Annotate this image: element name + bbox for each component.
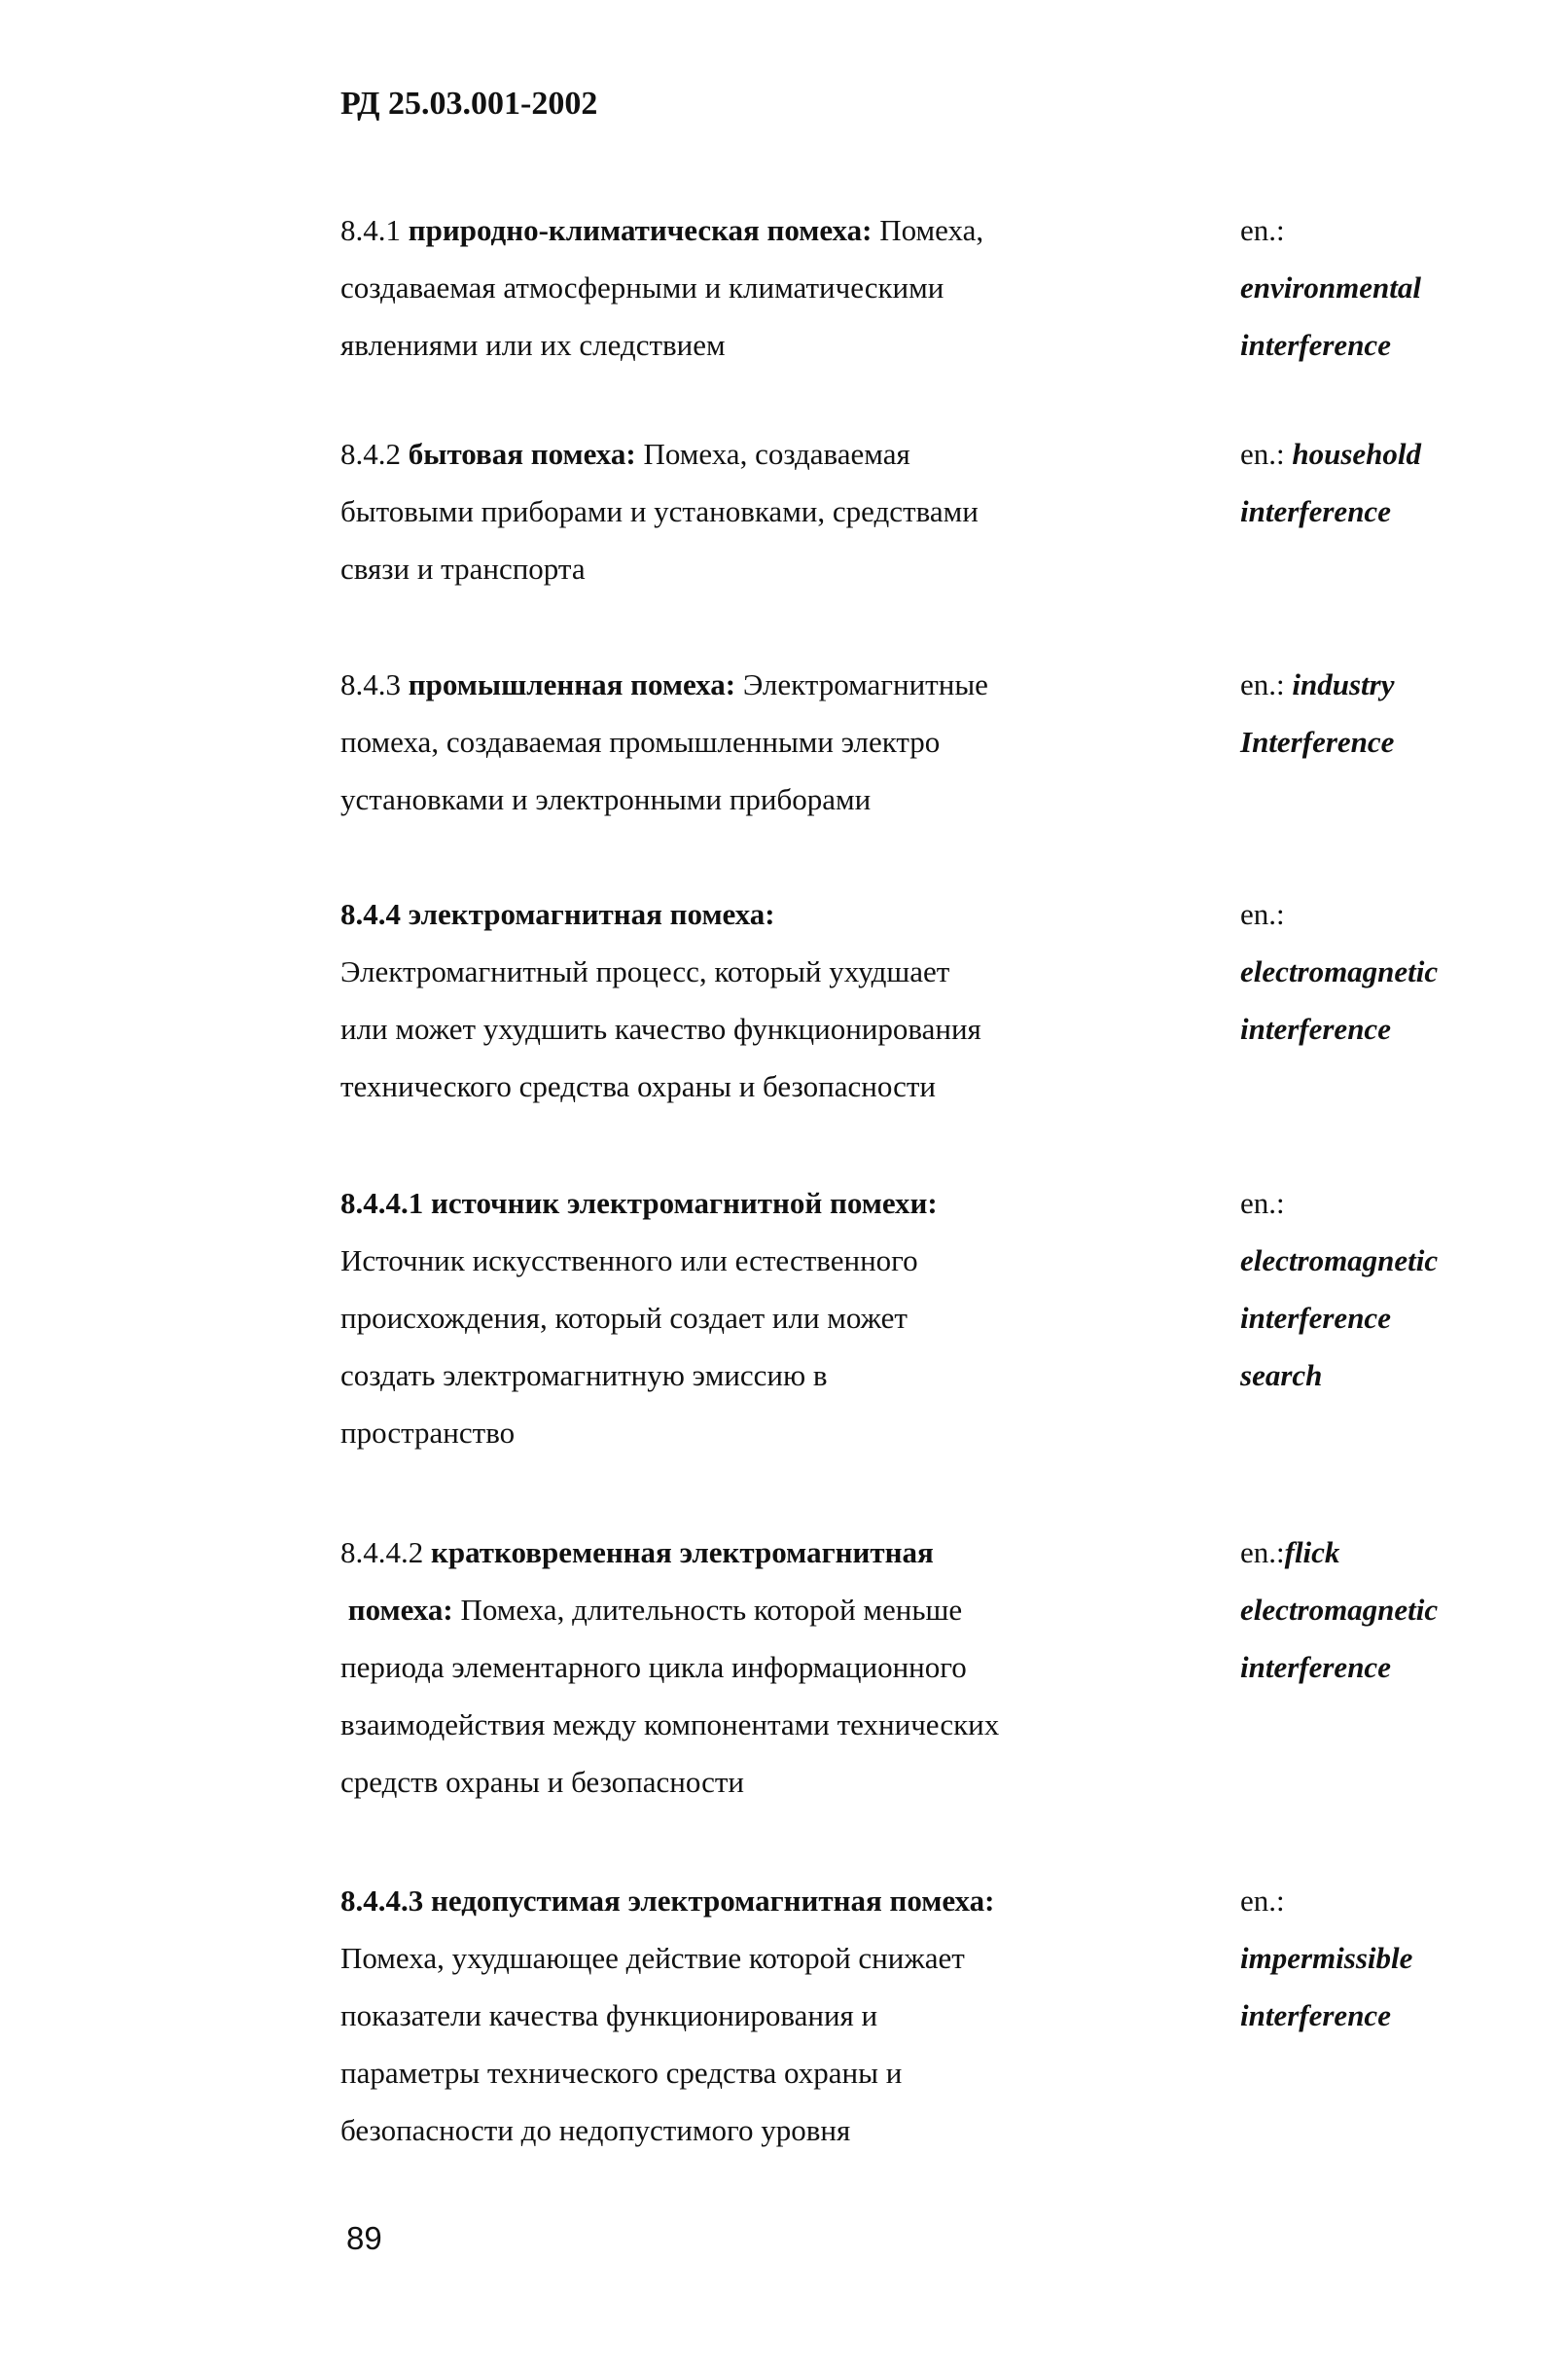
definition-line: явлениями или их следствием	[340, 328, 726, 362]
term-number: 8.4.2	[340, 437, 401, 471]
term-number: 8.4.3	[340, 667, 401, 701]
definition-line: создаваемая атмосферными и климатическими	[340, 270, 944, 305]
definition-line: показатели качества функционирования и	[340, 1998, 878, 2032]
english-equivalent	[1240, 1872, 1493, 2044]
definition-line: параметры технического средства охраны и	[340, 2056, 903, 2090]
russian-definition	[340, 1524, 1119, 1811]
definition-line	[340, 1174, 1119, 1232]
english-equivalent	[1240, 656, 1493, 771]
russian-definition	[340, 425, 1119, 597]
definition-line: происхождения, который создает или может	[340, 1301, 908, 1335]
definition-line	[340, 1872, 1119, 1929]
document-code-header: РД 25.03.001-2002	[340, 86, 598, 122]
english-term-line: impermissible	[1240, 1941, 1413, 1975]
definition-line: взаимодействия между компонентами технических	[340, 1707, 1000, 1741]
page-number: 89	[346, 2220, 382, 2256]
english-term-inline: household	[1292, 437, 1422, 471]
term-number: 8.4.1	[340, 213, 401, 247]
russian-definition	[340, 885, 1119, 1115]
english-equivalent	[1240, 425, 1493, 540]
english-term-line	[1240, 656, 1493, 713]
definition-line: бытовыми приборами и установками, средствами	[340, 494, 979, 528]
term-number: 8.4.4.3	[340, 1884, 424, 1918]
definition-line	[340, 425, 1119, 483]
definition-line	[340, 885, 1119, 943]
english-term-line: electromagnetic	[1240, 1243, 1439, 1277]
definition-line: безопасности до недопустимого уровня	[340, 2113, 851, 2147]
en-prefix: en.:	[1240, 667, 1285, 701]
definition-text: Помеха, длительность которой меньше	[460, 1593, 963, 1627]
definition-line: пространство	[340, 1416, 516, 1450]
russian-definition	[340, 1872, 1119, 2159]
definition-line: создать электромагнитную эмиссию в	[340, 1358, 828, 1392]
english-term-line: interference	[1240, 1012, 1391, 1046]
definition-line: периода элементарного цикла информационного	[340, 1650, 967, 1684]
definition-line: средств охраны и безопасности	[340, 1765, 745, 1799]
definition-line	[340, 201, 1119, 259]
term-name: бытовая помеха:	[408, 437, 636, 471]
en-prefix: en.:	[1240, 1186, 1285, 1220]
en-prefix: en.:	[1240, 1535, 1285, 1569]
definition-line: или может ухудшить качество функционирования	[340, 1012, 981, 1046]
definition-line	[340, 1581, 1119, 1638]
english-equivalent	[1240, 885, 1493, 1058]
definition-text: Электромагнитные	[742, 667, 988, 701]
en-prefix: en.:	[1240, 213, 1285, 247]
definition-line: Источник искусственного или естественного	[340, 1243, 918, 1277]
english-term-line: interference	[1240, 1998, 1391, 2032]
english-term-inline: flick	[1284, 1535, 1340, 1569]
definition-line: Электромагнитный процесс, который ухудшает	[340, 954, 950, 988]
english-equivalent	[1240, 201, 1493, 374]
english-equivalent	[1240, 1524, 1493, 1696]
english-term-line: Interference	[1240, 725, 1395, 759]
en-prefix: en.:	[1240, 437, 1285, 471]
russian-definition	[340, 656, 1119, 828]
russian-definition	[340, 201, 1119, 374]
english-term-line	[1240, 1524, 1493, 1581]
english-term-line: search	[1240, 1358, 1323, 1392]
term-name: кратковременная электромагнитная	[431, 1535, 934, 1569]
english-term-line: electromagnetic	[1240, 1593, 1439, 1627]
definition-line	[340, 1524, 1119, 1581]
term-name: промышленная помеха:	[408, 667, 736, 701]
definition-line: технического средства охраны и безопасности	[340, 1069, 936, 1103]
definition-line: установками и электронными приборами	[340, 782, 872, 816]
russian-definition	[340, 1174, 1119, 1461]
term-name-continued: помеха:	[347, 1593, 453, 1627]
english-term-line: interference	[1240, 1301, 1391, 1335]
english-term-line: electromagnetic	[1240, 954, 1439, 988]
english-term-line: interference	[1240, 328, 1391, 362]
term-name: природно-климатическая помеха:	[408, 213, 873, 247]
english-term-line	[1240, 425, 1493, 483]
definition-line	[340, 656, 1119, 713]
definition-line: помеха, создаваемая промышленными электро	[340, 725, 941, 759]
definition-text: Помеха,	[879, 213, 984, 247]
term-number: 8.4.4.2	[340, 1535, 424, 1569]
english-term-line: interference	[1240, 494, 1391, 528]
english-term-inline: industry	[1292, 667, 1395, 701]
english-equivalent	[1240, 1174, 1493, 1404]
term-number: 8.4.4.1	[340, 1186, 424, 1220]
en-prefix: en.:	[1240, 897, 1285, 931]
term-name: электромагнитная помеха:	[408, 897, 775, 931]
term-name: недопустимая электромагнитная помеха:	[431, 1884, 995, 1918]
en-prefix: en.:	[1240, 1884, 1285, 1918]
english-term-line: interference	[1240, 1650, 1391, 1684]
term-number: 8.4.4	[340, 897, 401, 931]
definition-line: Помеха, ухудшающее действие которой снижает	[340, 1941, 965, 1975]
definition-text: Помеха, создаваемая	[643, 437, 910, 471]
term-name: источник электромагнитной помехи:	[431, 1186, 938, 1220]
definition-line: связи и транспорта	[340, 552, 586, 586]
english-term-line: environmental	[1240, 270, 1422, 305]
